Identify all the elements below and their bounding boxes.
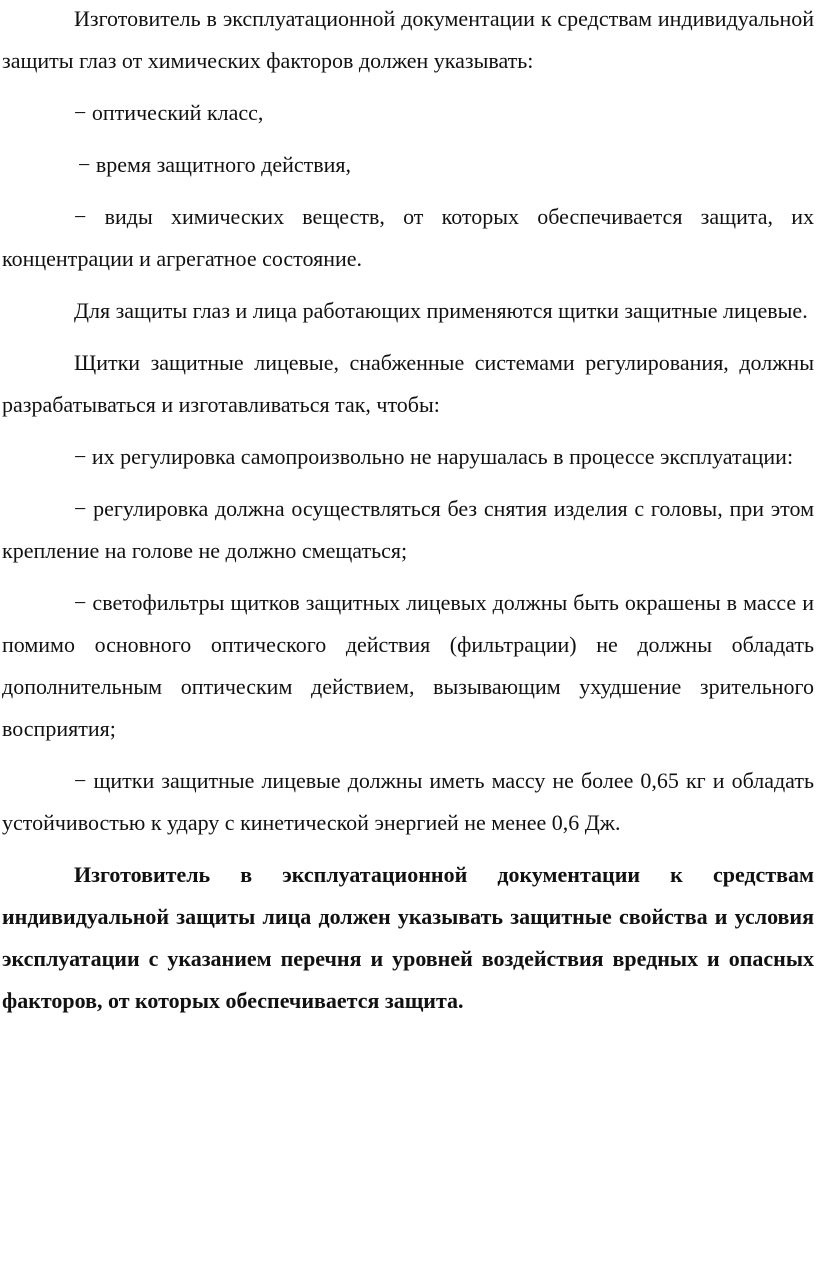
paragraph-manufacturer-face-protection: Изготовитель в эксплуатационной документации к средствам индивидуальной защиты лица должен указывать защитные свойства и условия эксплуатации с указанием перечня и уровней воздействия вредных и опасных факторов, от которых обеспечивается защита. <box>2 862 814 1013</box>
list-item-mass-impact: − щитки защитные лицевые должны иметь массу не более 0,65 кг и обладать устойчивостью к удару с кинетической энергией не менее 0,6 Дж. <box>2 768 814 835</box>
list-item-protection-time: − время защитного действия, <box>78 152 352 177</box>
paragraph-face-shields: Для защиты глаз и лица работающих применяются щитки защитные лицевые. <box>74 298 808 323</box>
list-item-optical-class: − оптический класс, <box>74 100 264 125</box>
list-item-chemical-types: − виды химических веществ, от которых обеспечивается защита, их концентрации и агрегатное состояние. <box>2 204 814 271</box>
list-item-adjustment-on-head: − регулировка должна осуществляться без снятия изделия с головы, при этом крепление на голове не должно смещаться; <box>2 496 814 563</box>
list-item-light-filters: − светофильтры щитков защитных лицевых должны быть окрашены в массе и помимо основного оптического действия (фильтрации) не должны обладать дополнительным оптическим действием, вызывающим ухудшение зрительного восприятия; <box>2 590 814 741</box>
paragraph-intro-eye-protection: Изготовитель в эксплуатационной документации к средствам индивидуальной защиты глаз от химических факторов должен указывать: <box>2 6 814 73</box>
list-item-adjustment-stable: − их регулировка самопроизвольно не нарушалась в процессе эксплуатации: <box>74 444 794 469</box>
paragraph-adjustment-systems: Щитки защитные лицевые, снабженные системами регулирования, должны разрабатываться и изготавливаться так, чтобы: <box>2 350 814 417</box>
